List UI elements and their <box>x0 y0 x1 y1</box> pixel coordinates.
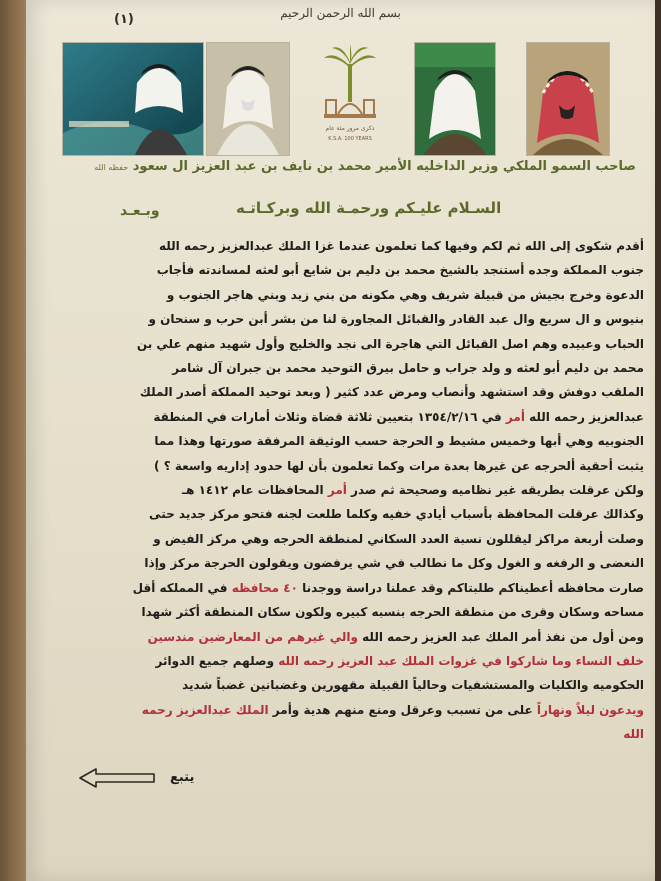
portrait-photo-4 <box>526 42 610 156</box>
body-line-16: مساحه وسكان وقرى من منطقة الحرجه بنسبه كبيره ولكون سكان المنطقة أكثر شهدا <box>141 605 644 620</box>
body-line-11-highlight: أمر <box>327 483 347 498</box>
body-line-9: الجنوبيه وهي أبها وخميس مشيط و الحرجة حسب الوثيقة المرفقة صورتها وهذا مما <box>154 434 644 449</box>
desk-background-left <box>0 0 26 881</box>
body-line-11-part-a: ولكن عرقلت بطريقه غير نظاميه وصحيحة ثم صدر <box>346 483 644 498</box>
body-line-11 <box>62 478 644 502</box>
left-arrow-icon <box>78 766 158 790</box>
body-line-1: أقدم شكوى إلى الله ثم لكم وفيها كما تعلمون عندما غزا الملك عبدالعزيز رحمه الله <box>158 239 644 253</box>
body-line-15-part-a: صارت محافظه أعطيناكم طلبتاكم وقد عملنا دراسة ووجدنا <box>297 580 644 595</box>
body-line-18-part-b: وصلهم جميع الدوائر <box>155 653 279 668</box>
body-line-6: محمد بن دليم أبو لعثه و ولد جراب و حامل بيرق التوحيد محمد بن جبران آل شامر <box>172 361 644 376</box>
body-line-15 <box>62 576 644 600</box>
body-line-17-part-a: ومن أول من نفذ أمر الملك عبد العزيز رحمه الله <box>357 629 644 644</box>
portrait-photo-3 <box>414 42 496 156</box>
body-line-21 <box>62 722 644 746</box>
body-line-20-highlight-2: الملك عبدالعزيز رحمه <box>141 702 269 717</box>
continued-label: يتبع <box>170 770 195 785</box>
body-line-17 <box>62 625 644 649</box>
body-line-11-part-b: المحافظات عام ١٤١٢ هـ <box>181 483 328 498</box>
body-line-3: الدعوة وخرج بجيش من قبيلة شريف وهي مكونه من بني زيد وبني هاجر الجنوب و <box>166 287 644 302</box>
body-line-21-highlight: الله <box>623 727 644 742</box>
body-line-7: الملقب دوفش وقد استشهد وأنصاب ومرض عدد كثير ( وبعد توحيد المملكة أصدر الملك <box>139 385 644 400</box>
emblem-caption-ar: ذكرى مرور مئة عام <box>325 125 375 132</box>
letter-body <box>62 234 644 747</box>
body-line-8-part-b: في ١٣٥٤/٢/١٦ بتعيين ثلاثة قضاة وثلاث أمارات في المنطقة <box>153 409 506 424</box>
addressee-name: صاحب السمو الملكي وزير الداخليه الأمير محمد بن نايف بن عبد العزيز ال سعود <box>132 159 636 174</box>
centennial-emblem-icon <box>316 44 384 150</box>
body-line-8-part-a: عبدالعزيز رحمه الله <box>524 409 644 424</box>
body-line-20-part-b: على من تسبب وعرقل ومنع منهم هدية وأمر <box>268 702 537 717</box>
page-number: (١) <box>114 12 134 27</box>
desk-background-right <box>655 0 661 881</box>
body-line-17-highlight: والي غيرهم من المعارضين مندسين <box>147 629 358 644</box>
portrait-photo-1 <box>62 42 204 156</box>
body-line-8 <box>62 405 644 429</box>
body-line-8-highlight: أمر <box>505 409 525 424</box>
body-line-4: بنيوس و ال سريع وال عبد القادر والقبائل المجاورة لنا من بشر أبن حرب و سنحان و <box>148 312 644 327</box>
body-line-12: وكذالك عرقلت المحافظة بأسباب أيادي خفيه وكلما طلعت لجنه فتحو مركز جديد حتى <box>149 507 644 522</box>
body-line-2: جنوب المملكة وجده أستنجد بالشيخ محمد بن دليم بن شايع أبو لعثه لمساندته فأجاب <box>156 263 644 278</box>
body-line-10: يثبت أحقية ألحرجه عن غيرها بعدة مرات وكما تعلمون بأن لها حدود إداريه واسعة ؟ ) <box>154 458 644 473</box>
body-line-18 <box>62 649 644 673</box>
body-line-20-highlight: ويدعون ليلاً ونهاراً <box>536 702 644 717</box>
basmala: بسم الله الرحمن الرحيم <box>280 6 401 20</box>
body-line-5: الحباب وعبيده وهم اصل القبائل التي هاجرة الى نجد والخليج وأول شهيد منهم علي بن <box>136 336 644 351</box>
body-line-14: النعضى و الرفغه و الغول وكل ما نطالب في شي يرفضون ويقولون الحرجة مركز وإذا <box>144 556 644 571</box>
addressee-honorific: حفظه الله <box>94 163 129 172</box>
body-line-20 <box>62 698 644 722</box>
body-line-18-highlight: خلف النساء وما شاركوا في غزوات الملك عبد العزيز رحمه الله <box>278 653 644 668</box>
body-line-19: الحكوميه والكليات والمستشفيات وحالياً القبيلة مقهورين وغضبانين غضباً شديد <box>182 678 644 693</box>
body-line-15-part-b: في المملكه أقل <box>132 580 232 595</box>
body-line-13: وصلت أربعة مراكز ليقللون نسبة العدد السكاني لمنطقة الحرجه وهي مركز الفيض و <box>153 531 644 546</box>
letter-page <box>26 0 655 881</box>
addressee-title <box>56 159 636 174</box>
body-line-15-highlight: ٤٠ محافظه <box>231 580 298 595</box>
portrait-photo-2 <box>206 42 290 156</box>
emblem-caption-en: K.S.A. 100 YEARS <box>328 136 372 142</box>
greeting: السـلام عليـكم ورحمـة الله وبركـاتـه <box>236 199 502 217</box>
wabaad-heading: وبـعـد <box>120 203 160 219</box>
